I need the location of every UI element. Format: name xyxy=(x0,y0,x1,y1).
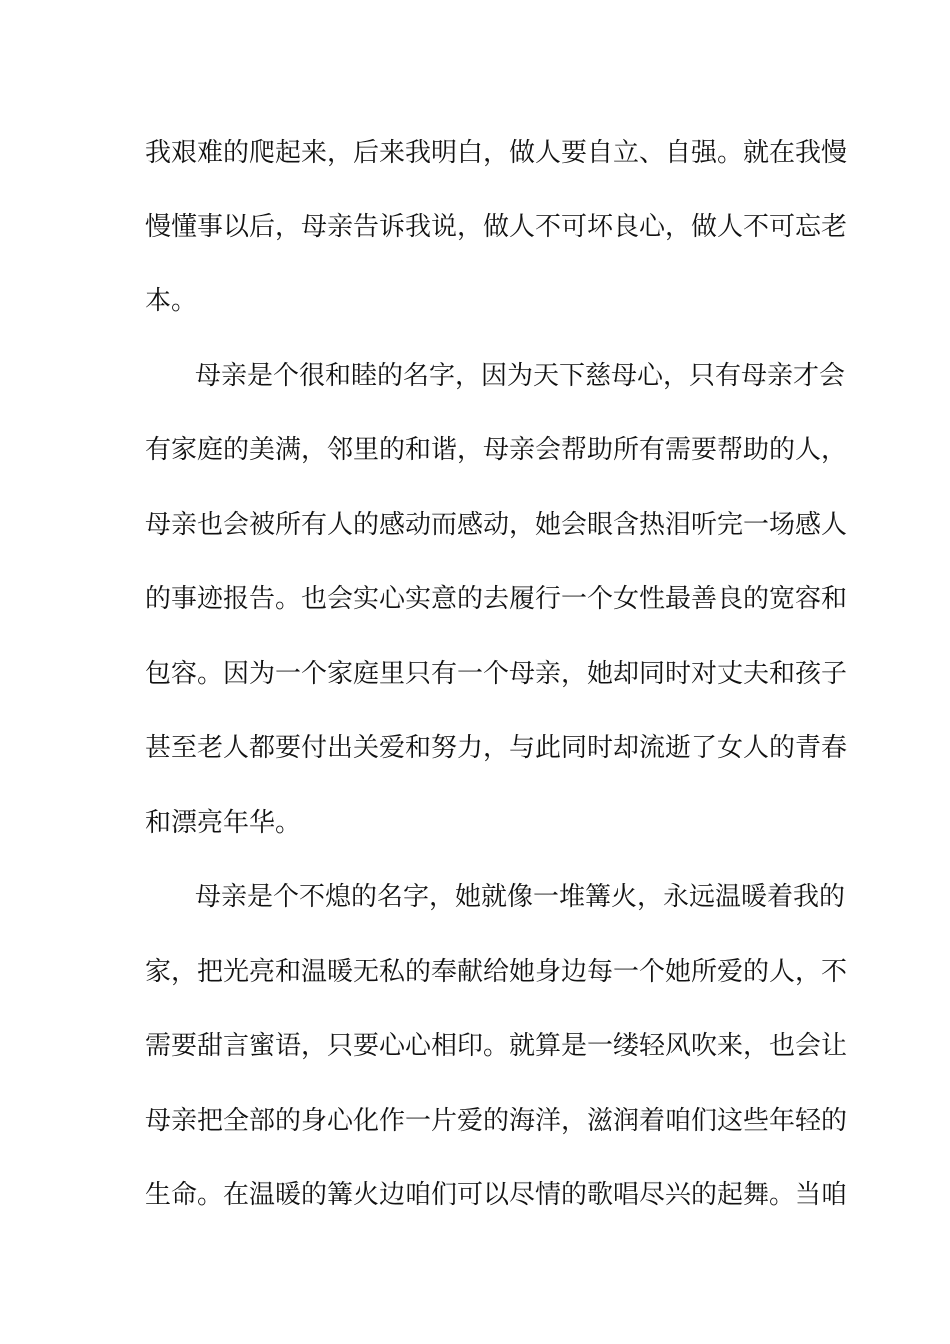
text-line: 和漂亮年华。 xyxy=(145,808,302,838)
text-line: 母亲把全部的身心化作一片爱的海洋，滋润着咱们这些年轻的 xyxy=(145,1106,848,1136)
text-line: 慢懂事以后，母亲告诉我说，做人不可坏良心，做人不可忘老 xyxy=(145,212,848,242)
text-line: 有家庭的美满，邻里的和谐，母亲会帮助所有需要帮助的人， xyxy=(145,435,848,465)
text-line: 我艰难的爬起来，后来我明白，做人要自立、自强。就在我慢 xyxy=(145,138,848,168)
text-line: 需要甜言蜜语，只要心心相印。就算是一缕轻风吹来，也会让 xyxy=(145,1031,848,1061)
text-line: 生命。在温暖的篝火边咱们可以尽情的歌唱尽兴的起舞。当咱 xyxy=(145,1180,848,1210)
text-line: 家，把光亮和温暖无私的奉献给她身边每一个她所爱的人，不 xyxy=(145,957,848,987)
text-line: 本。 xyxy=(145,286,198,316)
text-line: 甚至老人都要付出关爱和努力，与此同时却流逝了女人的青春 xyxy=(145,733,848,763)
paragraph-first-line: 母亲是个不熄的名字，她就像一堆篝火，永远温暖着我的 xyxy=(195,882,846,912)
text-line: 包容。因为一个家庭里只有一个母亲，她却同时对丈夫和孩子 xyxy=(145,659,848,689)
text-line: 母亲也会被所有人的感动而感动，她会眼含热泪听完一场感人 xyxy=(145,510,848,540)
text-line: 的事迹报告。也会实心实意的去履行一个女性最善良的宽容和 xyxy=(145,584,848,614)
paragraph-first-line: 母亲是个很和睦的名字，因为天下慈母心，只有母亲才会 xyxy=(195,361,846,391)
